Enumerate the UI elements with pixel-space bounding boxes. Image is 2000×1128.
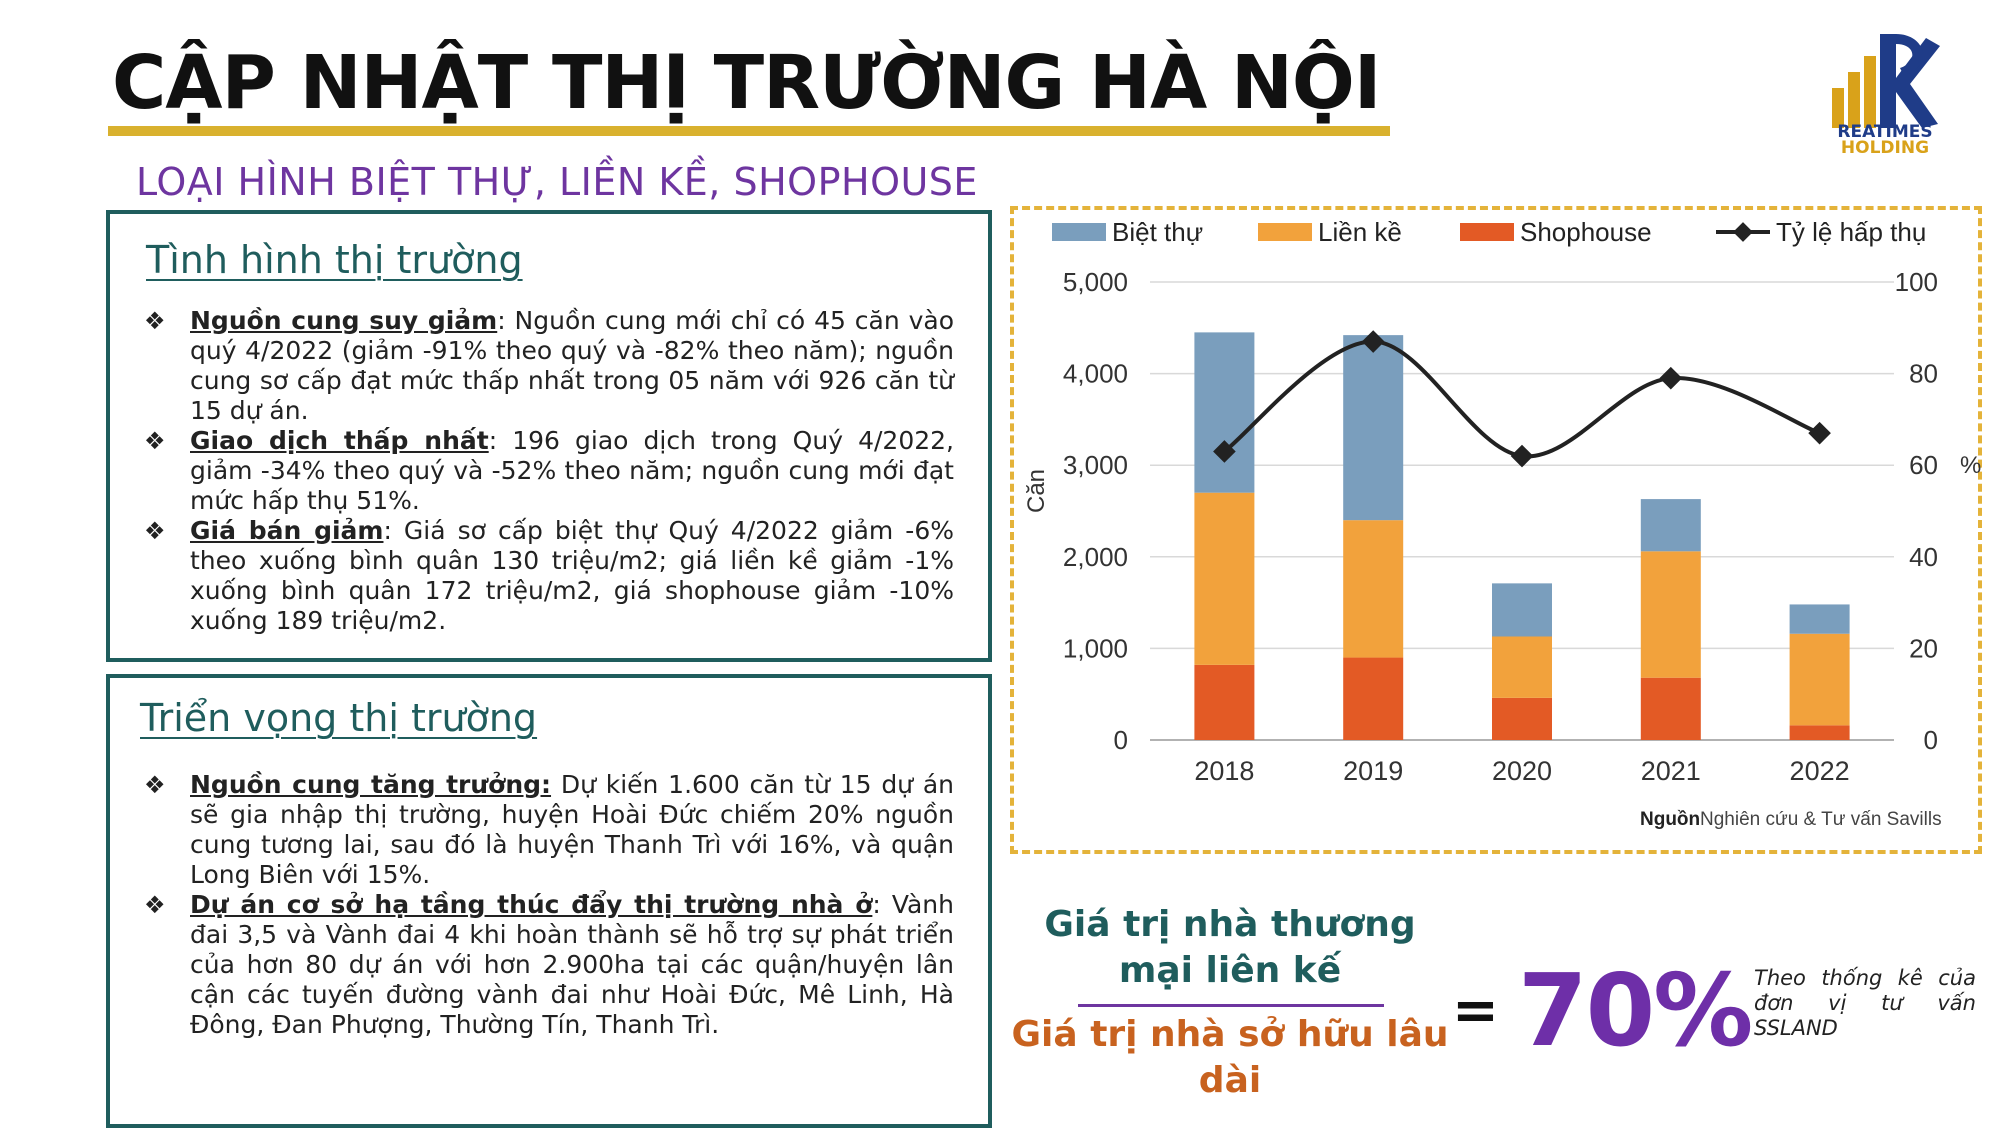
bar-shophouse-2018 [1194, 665, 1254, 740]
supply-absorption-chart [1010, 206, 1982, 854]
y-right-tick-label: 40 [1909, 541, 1938, 572]
bullet-diamond-icon: ❖ [144, 427, 166, 455]
y-left-tick-label: 5,000 [1062, 267, 1128, 297]
chart-source-label: Nguồn [1640, 809, 1701, 830]
legend-swatch-marker [1733, 222, 1753, 242]
logo-text-holding: HOLDING [1840, 138, 1930, 158]
bullet-heading: Giá bán giảm [190, 516, 384, 545]
legend-label: Shophouse [1520, 217, 1652, 247]
y-left-tick-label: 4,000 [1062, 358, 1128, 389]
bullet-heading: Dự án cơ sở hạ tầng thúc đẩy thị trường nhà ở [190, 890, 873, 919]
bullet-text: Dự kiến 1.600 căn từ 15 dự án sẽ gia nhập thị trường, huyện Hoài Đức chiếm 20% nguồn cung tương lai, sau đó là huyện Thanh Trì với 16%, và quận Long Biên với 15%. [190, 770, 954, 889]
absorption-point-2020 [1511, 445, 1534, 468]
bar-liền-kề-2018 [1194, 493, 1254, 665]
bullet-text: : Nguồn cung mới chỉ có 45 căn vào quý 4/2022 (giảm -91% theo quý và -82% theo năm); nguồn cung sơ cấp đạt mức thấp nhất trong 05 năm với 926 căn từ 15 dự án. [190, 306, 954, 425]
absorption-point-2021 [1659, 367, 1682, 390]
bar-biệt-thự-2022 [1790, 604, 1850, 633]
bar-shophouse-2020 [1492, 698, 1552, 740]
logo-text-reatimes: REATIMES [1837, 122, 1933, 142]
list-item [144, 770, 954, 890]
legend-swatch [1460, 223, 1514, 241]
bullet-diamond-icon: ❖ [144, 771, 166, 799]
y-right-tick-label: 60 [1909, 450, 1938, 481]
y-left-tick-label: 2,000 [1062, 541, 1128, 572]
x-tick-label: 2018 [1194, 756, 1255, 786]
bullet-heading: Nguồn cung tăng trưởng: [190, 770, 552, 799]
equation-numerator: Giá trị nhà thương mại liên kế [1044, 904, 1416, 991]
bullet-diamond-icon: ❖ [144, 307, 166, 335]
page-title: CẬP NHẬT THỊ TRƯỜNG HÀ NỘI [112, 40, 1381, 126]
bar-shophouse-2022 [1790, 725, 1850, 740]
equation-denominator: Giá trị nhà sở hữu lâu dài [1011, 1014, 1449, 1101]
bar-biệt-thự-2021 [1641, 499, 1701, 551]
bar-liền-kề-2019 [1343, 520, 1403, 657]
ratio-value: 70% [1518, 952, 1752, 1069]
market-outlook-heading: Triển vọng thị trường [140, 696, 538, 740]
market-outlook-list [144, 770, 954, 1040]
bar-biệt-thự-2019 [1343, 335, 1403, 520]
legend-label: Biệt thự [1112, 217, 1204, 247]
bullet-text: : Vành đai 3,5 và Vành đai 4 khi hoàn thành sẽ hỗ trợ sự phát triển của hơn 80 dự án với hơn 2.900ha tại các quận/huyện lân cận các tuyến đường vành đai như Hoài Đức, Mê Linh, Hà Đông, Đan Phượng, Thường Tín, Thanh Trì. [190, 890, 954, 1039]
bullet-heading: Giao dịch thấp nhất [190, 426, 489, 455]
bar-liền-kề-2022 [1790, 634, 1850, 726]
y-right-tick-label: 80 [1909, 358, 1938, 389]
x-tick-label: 2022 [1789, 756, 1850, 786]
bar-liền-kề-2020 [1492, 636, 1552, 697]
absorption-rate-line [1224, 342, 1819, 457]
page-subtitle: LOẠI HÌNH BIỆT THỰ, LIỀN KỀ, SHOPHOUSE [136, 160, 978, 204]
bar-biệt-thự-2020 [1492, 583, 1552, 636]
x-tick-label: 2021 [1640, 756, 1701, 786]
bullet-diamond-icon: ❖ [144, 517, 166, 545]
bullet-text: : 196 giao dịch trong Quý 4/2022, giảm -34% theo quý và -52% theo năm; nguồn cung mới đạt mức hấp thụ 51%. [190, 426, 954, 515]
bar-liền-kề-2021 [1641, 551, 1701, 677]
list-item [144, 890, 954, 1040]
list-item [144, 306, 954, 426]
legend-swatch [1258, 223, 1312, 241]
equals-sign: = [1452, 978, 1499, 1043]
market-status-list [144, 306, 954, 636]
y-left-tick-label: 1,000 [1062, 633, 1128, 664]
y-right-tick-label: 100 [1894, 267, 1938, 297]
bar-biệt-thự-2018 [1194, 332, 1254, 492]
market-outlook-panel [106, 674, 992, 1128]
y-right-axis-label: % [1960, 452, 1982, 480]
list-item [144, 516, 954, 636]
legend-label: Liền kề [1318, 217, 1402, 247]
bar-shophouse-2019 [1343, 658, 1403, 740]
bullet-diamond-icon: ❖ [144, 891, 166, 919]
chart-source-text: Nghiên cứu & Tư vấn Savills [1700, 809, 1942, 830]
y-left-axis-label: Căn [1023, 468, 1050, 514]
legend-swatch [1052, 223, 1106, 241]
bar-shophouse-2021 [1641, 678, 1701, 740]
bullet-heading: Nguồn cung suy giảm [190, 306, 498, 335]
ratio-source-note: Theo thống kê của đơn vị tư vấn SSLAND [1754, 966, 1976, 1040]
absorption-point-2022 [1808, 422, 1831, 445]
market-status-panel [106, 210, 992, 662]
y-left-tick-label: 0 [1113, 725, 1128, 755]
legend-label: Tỷ lệ hấp thụ [1776, 217, 1927, 247]
title-underline [108, 126, 1390, 136]
y-right-tick-label: 20 [1909, 633, 1938, 664]
x-tick-label: 2019 [1343, 756, 1404, 786]
list-item [144, 426, 954, 516]
y-left-tick-label: 3,000 [1062, 450, 1128, 481]
bullet-text: : Giá sơ cấp biệt thự Quý 4/2022 giảm -6% theo xuống bình quân 130 triệu/m2; giá liền kề giảm -1% xuống bình quân 172 triệu/m2, giá shophouse giảm -10% xuống 189 triệu/m2. [190, 516, 954, 635]
market-status-heading: Tình hình thị trường [146, 238, 523, 282]
fraction-line [1078, 1004, 1384, 1007]
x-tick-label: 2020 [1491, 756, 1553, 786]
y-right-tick-label: 0 [1923, 725, 1938, 755]
